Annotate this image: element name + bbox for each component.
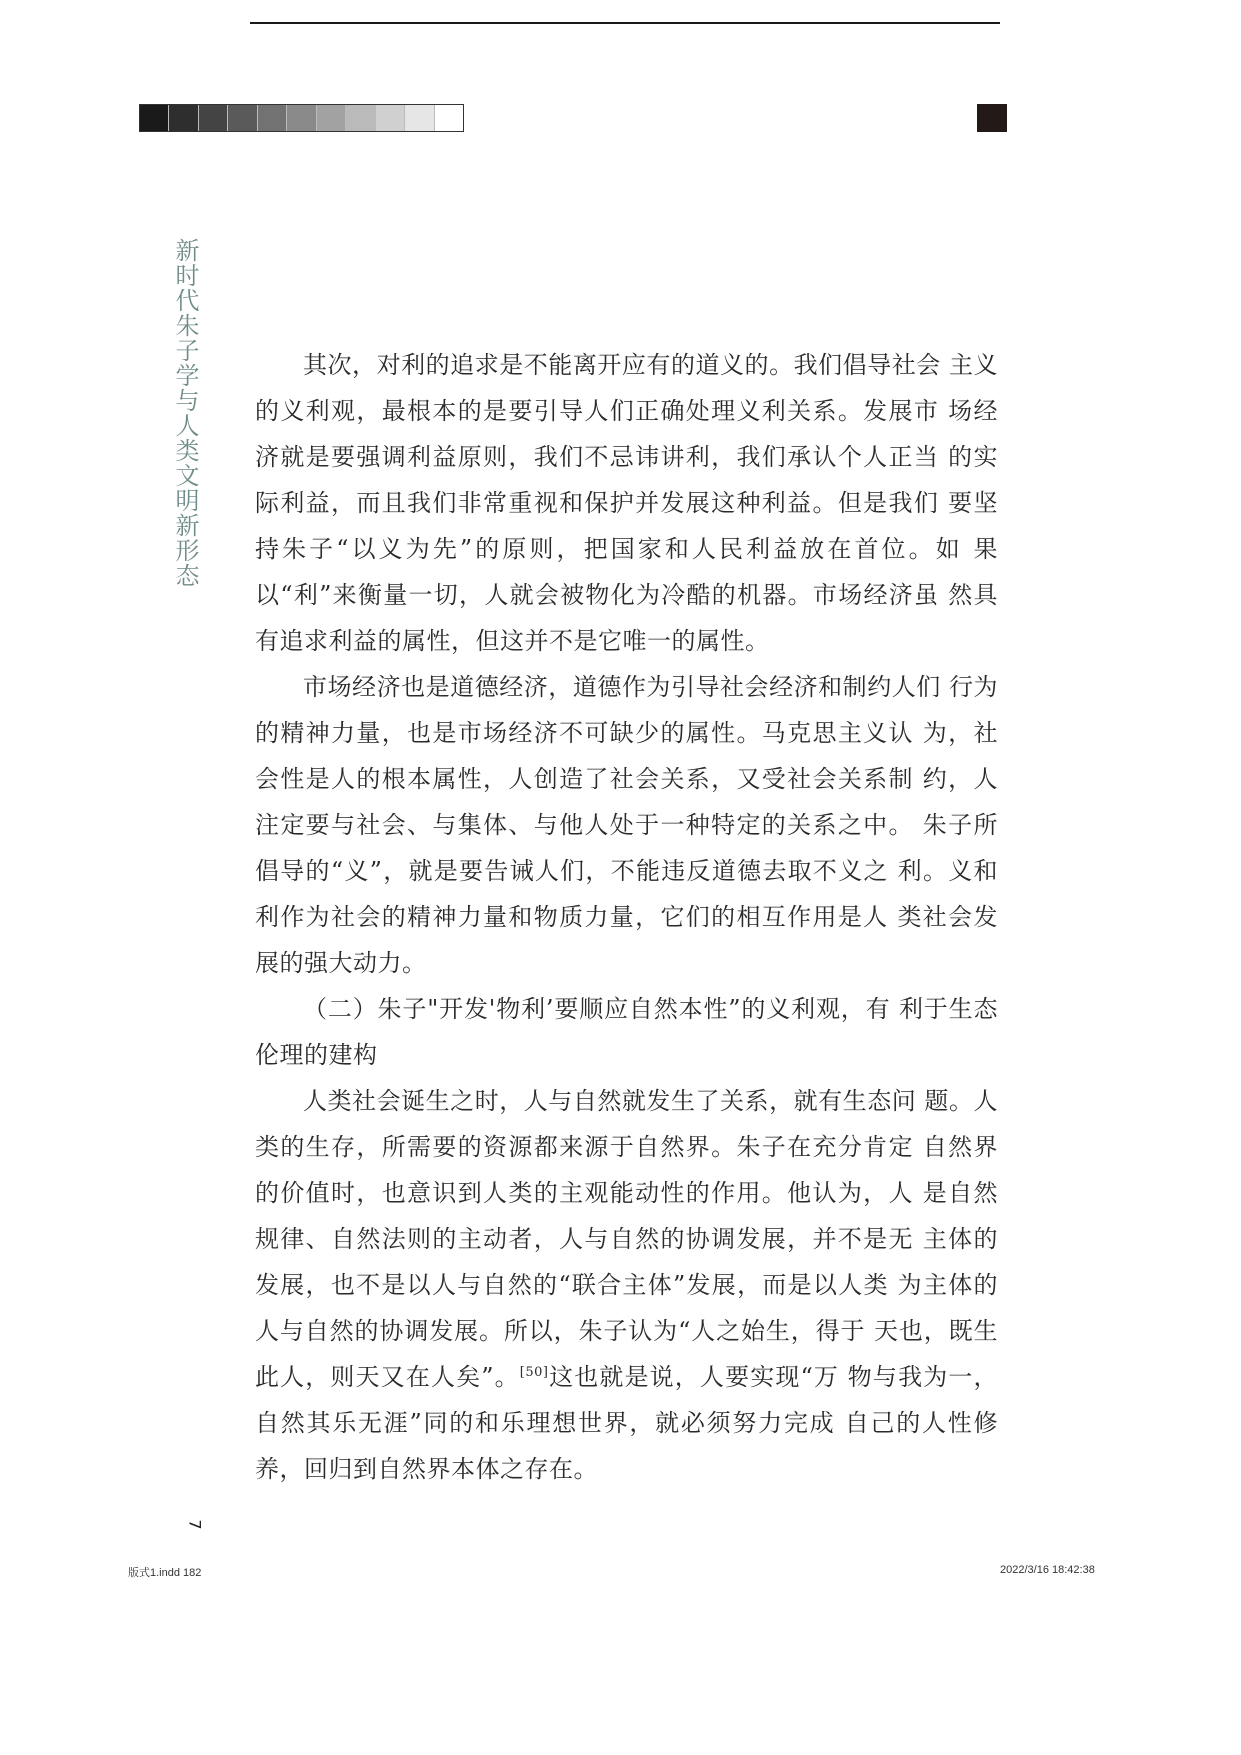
gray-swatch [169,105,198,131]
gray-swatch [287,105,316,131]
gray-swatch [228,105,257,131]
gray-swatch [317,105,346,131]
citation-marker: [50] [519,1365,549,1380]
gray-swatch [435,105,463,131]
gray-swatch [199,105,228,131]
footer-timestamp: 2022/3/16 18:42:38 [1000,1564,1095,1576]
gray-swatch [258,105,287,131]
running-title: 新时代朱子学与人类文明新形态 [171,238,199,588]
paragraph-3 [255,1078,998,1492]
footer-file-label: 版式1.indd 182 [128,1567,202,1579]
paragraph-3-continued: 这也就是说，人要实现“万 物与我为一，自然其乐无涯”同的和乐理想世界，就必须努力完成 自己的人性修养，回归到自然界本体之存在。 [255,1363,998,1483]
body-text [255,342,998,1492]
page-number: 7 [185,1519,205,1530]
gray-swatch [376,105,405,131]
registration-block [977,104,1007,132]
paragraph-2: 市场经济也是道德经济，道德作为引导社会经济和制约人们 行为的精神力量，也是市场经济不可缺少的属性。马克思主义认 为，社会性是人的根本属性，人创造了社会关系，又受社会关系制 约，人注定要与社会、与集体、与他人处于一种特定的关系之中。 朱子所倡导的“义”，就是要告诫人们，不能违反道德去取不义之 利。义和利作为社会的精神力量和物质力量，它们的相互作用是人 类社会发展的强大动力。 [255,673,998,977]
grayscale-calibration-bar [139,104,464,132]
top-rule [250,22,1000,24]
paragraph-1: 其次，对利的追求是不能离开应有的道义的。我们倡导社会 主义的义利观，最根本的是要引导人们正确处理义利关系。发展市 场经济就是要强调利益原则，我们不忌讳讲利，我们承认个人正当 的实际利益，而且我们非常重视和保护并发展这种利益。但是我们 要坚持朱子“以义为先”的原则，把国家和人民利益放在首位。如 果以“利”来衡量一切，人就会被物化为冷酷的机器。市场经济虽 然具有追求利益的属性，但这并不是它唯一的属性。 [255,351,998,655]
gray-swatch [346,105,375,131]
gray-swatch [405,105,434,131]
gray-swatch [140,105,169,131]
paragraph-3-text: 人类社会诞生之时，人与自然就发生了关系，就有生态问 题。人类的生存，所需要的资源都来源于自然界。朱子在充分肯定 自然界的价值时，也意识到人类的主观能动性的作用。他认为，人 是自然规律、自然法则的主动者，人与自然的协调发展，并不是无 主体的发展，也不是以人与自然的“联合主体”发展，而是以人类 为主体的人与自然的协调发展。所以，朱子认为“人之始生，得于 天也，既生此人，则天又在人矣”。 [255,1087,998,1391]
section-heading: （二）朱子"开发'物利’要顺应自然本性”的义利观，有 利于生态伦理的建构 [255,995,998,1069]
